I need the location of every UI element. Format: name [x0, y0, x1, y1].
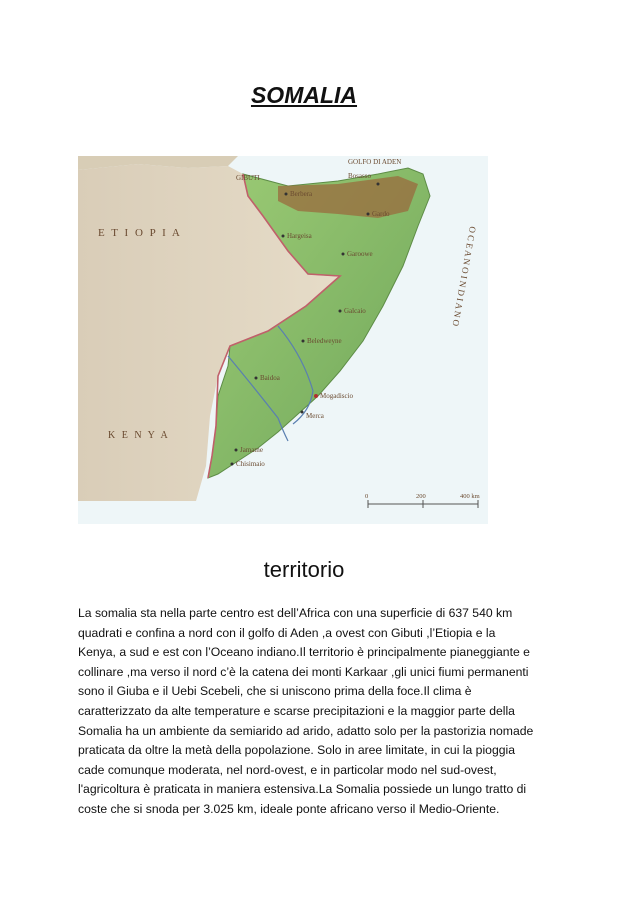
city-hargeisa: Hargeisa: [287, 232, 312, 240]
section-heading: territorio: [263, 557, 345, 582]
body-paragraph: [78, 604, 570, 820]
paragraph-line: Somalia ha un ambiente da semiarido ad arido, adatto solo per la pastorizia nomade: [78, 723, 534, 738]
city-chisimaio: Chisimaio: [236, 460, 265, 468]
scale-label-0: 0: [365, 493, 369, 500]
label-gulf-of-aden: GOLFO DI ADEN: [348, 158, 402, 166]
somalia-map: [78, 156, 488, 524]
city-mogadiscio: Mogadiscio: [320, 392, 354, 400]
paragraph-line: quadrati e confina a nord con il golfo di Aden ,a ovest con Gibuti ,l’Etiopia e la: [78, 625, 496, 640]
scale-label-200: 200: [416, 493, 426, 500]
city-baidoa: Baidoa: [260, 374, 280, 382]
city-galcaio: Galcaio: [344, 307, 366, 315]
paragraph-line: praticata da oltre la metà della popolazione. Solo in aree limitate, in cui la pioggia: [78, 743, 515, 758]
page-title: SOMALIA: [250, 82, 358, 108]
label-kenya: K E N Y A: [108, 430, 170, 441]
paragraph-line: cade comunque moderata, nel nord-ovest, e in particolar modo nel sud-ovest,: [78, 762, 497, 777]
paragraph-line: sono il Giuba e il Uebi Scebeli, che si uniscono prima della foce.Il clima è: [78, 684, 472, 699]
paragraph-line: Kenya, a sud e est con l’Oceano indiano.Il territorio è principalmente pianeggiante e: [78, 645, 530, 660]
city-garoowe: Garoowe: [347, 250, 373, 258]
paragraph-line: l'agricoltura è praticata in maniera estensiva.La Somalia possiede un lungo tratto di: [78, 782, 527, 797]
paragraph-line: collinare ,ma verso il nord c’è la catena dei monti Karkaar ,gli unici fiumi permanenti: [78, 664, 529, 679]
label-indian-ocean: O C E A N O I N D I A N O: [450, 225, 478, 327]
scale-label-400: 400 km: [460, 493, 480, 500]
city-berbera: Berbera: [290, 190, 313, 198]
city-merca: Merca: [306, 412, 324, 420]
city-beledweyne: Beledweyne: [307, 337, 342, 345]
label-gibuti: GIBUTI: [236, 174, 260, 182]
city-bosasso: Bosasso: [348, 172, 371, 180]
label-ethiopia: E T I O P I A: [98, 227, 182, 239]
somalia-map-graphic: [78, 156, 488, 524]
paragraph-line: coste che si snoda per 3.025 km, ideale ponte africano verso il Medio-Oriente.: [78, 801, 500, 816]
paragraph-line: La somalia sta nella parte centro est dell’Africa con una superficie di 637 540 km: [78, 606, 513, 620]
paragraph-line: caratterizzato da alte temperature e scarse precipitazioni e la maggior parte della: [78, 703, 515, 718]
city-jamame: Jamame: [240, 446, 263, 454]
city-gardo: Gardo: [372, 210, 390, 218]
